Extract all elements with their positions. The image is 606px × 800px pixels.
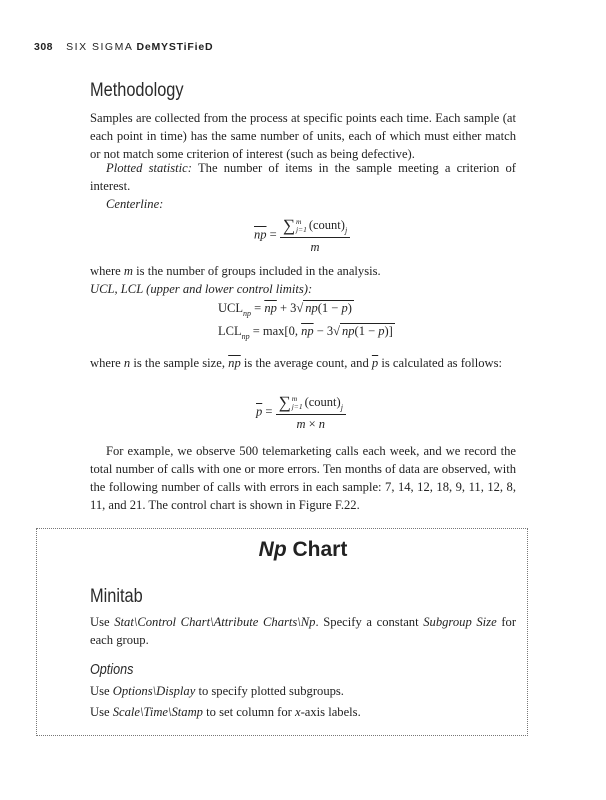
minitab-heading: Minitab [90,586,143,607]
options-heading: Options [90,661,134,678]
where-n-text [90,354,516,372]
lcl-close: )] [384,324,393,338]
where-n-p-bar: $\overline{p}$ [371,356,379,370]
ucl-sqrt-np: np [305,301,318,315]
ucl-lcl-label [90,280,516,298]
methodology-intro: Samples are collected from the process at specific points each time. Each sample (at each point in time) has the same number of units, each of which must either match or not match some criterion of interest (such as being defective). [90,111,516,161]
opt2-x-var: x [294,705,301,719]
plotted-statistic-label: Plotted statistic: [106,161,192,175]
ucl-close: ) [347,301,352,315]
minitab-subgroup-size: Subgroup Size [423,615,497,629]
np-chart-title [0,538,606,562]
ucl-np-bar: $\overline{np}$ [264,301,277,315]
where-m-part-2: is the number of groups included in the analysis. [133,264,381,278]
ucl-sqrt-rest: (1 − [317,301,342,315]
count-term: (count) [308,218,345,232]
p-den-n: n [318,417,326,431]
series-name: DeMYSTiFieD [136,41,214,53]
p-count-term: (count) [304,395,341,409]
lcl-sqrt: √ $np(1 - \overline{p})$] [333,324,393,338]
p-sigma-symbol: ∑ [278,393,291,412]
minitab-part-1: Use [90,615,115,629]
minitab-menu-path: Stat\Control Chart\Attribute Charts\Np [114,615,316,629]
lcl-subscript: np [241,332,250,341]
p-subscript-j: j [340,403,343,412]
where-n-part-1: where [90,356,124,370]
np-title-rest: Chart [286,538,348,561]
book-title: SIX SIGMA [66,41,134,53]
p-numerator [276,393,346,415]
minitab-part-3: for each group. [90,615,517,647]
where-n-np-bar: $\overline{np}$ [228,356,241,370]
centerline-formula [254,216,350,255]
sum-upper-limit: m [295,217,302,227]
p-sum-upper-limit: m [291,394,298,404]
where-n-part-2: is the sample size, [130,356,229,370]
where-m-var: m [123,264,134,278]
p-sum-limits [292,395,303,411]
subscript-j: j [344,226,348,235]
plotted-statistic-text: The number of items in the sample meeting a criterion of interest. [90,161,517,193]
lcl-sqrt-np: np [342,324,355,338]
lcl-p-bar: $\overline{p}$ [378,324,385,338]
where-m-text [90,262,516,280]
lcl-label: LCL [218,324,242,338]
methodology-heading: Methodology [90,80,184,101]
equals-sign: = [269,227,277,242]
p-den-m: m [296,417,306,431]
ucl-subscript: np [243,309,251,318]
centerline-label [90,195,516,213]
lcl-np-bar: $\overline{np}$ [301,324,314,338]
lcl-equals-max: = max[0, [249,324,302,338]
centerline-denominator: m [310,240,320,254]
minitab-instructions [90,613,516,649]
sum-lower-limit: j=1 [295,225,307,235]
ucl-lcl-label-text: UCL, LCL (upper and lower control limits): [90,282,313,296]
page-number: 308 [34,41,54,53]
opt1-menu-path: Options\Display [112,684,196,698]
opt2-part-1: Use [90,705,113,719]
where-n-part-4: is calculated as follows: [378,356,502,370]
minitab-part-2: . Specify a constant [315,615,424,629]
centerline-fraction [280,216,350,255]
np-bar: $\overline{np}$ [254,227,267,242]
opt1-part-2: to specify plotted subgroups. [195,684,344,698]
lcl-formula [218,324,395,341]
options-display-line [90,682,516,700]
centerline-numerator [280,216,350,238]
opt2-part-2: to set column for [202,705,295,719]
where-m-part-1: where [90,264,124,278]
where-n-var: n [123,356,131,370]
running-header [34,41,213,53]
ucl-sqrt: √ $np(1 - \overline{p})$ [296,301,352,315]
lcl-minus-3: − 3 [313,324,334,338]
where-n-part-3: is the average count, and [240,356,372,370]
p-bar-formula [256,393,346,432]
p-denominator [276,415,346,432]
lcl-sqrt-rest: (1 − [354,324,379,338]
sigma-symbol: ∑ [282,216,295,235]
opt1-part-1: Use [90,684,113,698]
ucl-equals: = [251,301,265,315]
opt2-menu-path: Scale\Time\Stamp [112,705,203,719]
p-bar: $\overline{p}$ [256,404,263,419]
p-equals-sign: = [265,404,273,419]
sum-limits [296,218,307,234]
plotted-statistic [90,159,516,195]
ucl-formula [218,301,354,318]
ucl-plus-3: + 3 [276,301,297,315]
ucl-p-bar: $\overline{p}$ [341,301,348,315]
p-fraction [276,393,346,432]
ucl-label: UCL [218,301,243,315]
centerline-label-text: Centerline: [106,197,164,211]
opt2-part-3: -axis labels. [300,705,361,719]
options-scale-line [90,703,516,721]
np-title-italic: Np [258,538,287,561]
p-den-times: × [305,417,319,431]
p-sum-lower-limit: j=1 [291,402,303,412]
example-paragraph: For example, we observe 500 telemarketing calls each week, and we record the total number of calls with one or more errors. Ten months of data are observed, with the following number of calls with errors in each sample: 7, 14, 12, 18, 9, 11, 12, 8, 11, and 21. The control chart is shown in Figure F.22. [90,444,516,512]
